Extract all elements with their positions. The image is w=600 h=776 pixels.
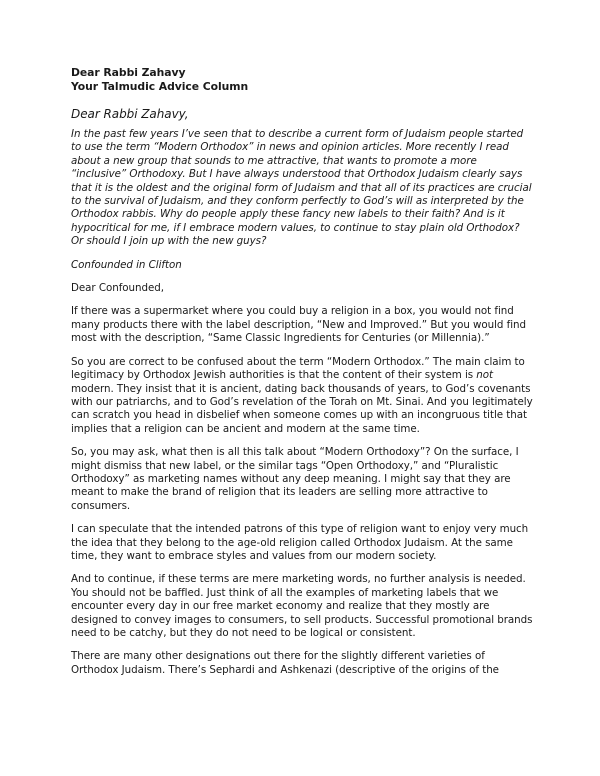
document-title-line-1: Dear Rabbi Zahavy [71, 66, 186, 79]
reply-paragraph-4: I can speculate that the intended patrons of this type of religion want to enjoy very much the idea that they belong to the age-old religion called Orthodox Judaism. At the same time, they want to embrace styles and values from our modern society. [71, 523, 529, 562]
reply-paragraph-2-part-a: So you are correct to be confused about the term “Modern Orthodox.” The main claim to legitimacy by Orthodox Jewish authorities is that the content of their system is [71, 355, 525, 382]
reply-paragraph-2 [71, 356, 533, 436]
letter-salutation: Dear Rabbi Zahavy, [71, 107, 189, 121]
letter-signoff: Confounded in Clifton [71, 258, 182, 271]
document-title-line-2: Your Talmudic Advice Column [71, 80, 249, 93]
reply-paragraph-5: And to continue, if these terms are mere marketing words, no further analysis is needed. You should not be baffled. Just think of all the examples of marketing labels that we encounter every day in our free market economy and realize that they mostly are designed to convey images to consumers, to sell products. Successful promotional brands need to be catchy, but they do not need to be logical or consistent. [71, 573, 533, 639]
reply-paragraph-6: There are many other designations out there for the slightly different varieties of Orthodox Judaism. There’s Sephardi and Ashkenazi (descriptive of the origins of the [71, 650, 499, 676]
document-page [71, 66, 533, 677]
reply-paragraph-3: So, you may ask, what then is all this talk about “Modern Orthodoxy”? On the surface, I might dismiss that new label, or the similar tags “Open Orthodoxy,” and “Pluralistic Orthodoxy” as marketing names without any deep meaning. I might say that they are meant to make the brand of religion that its leaders are selling more attractive to consumers. [71, 446, 519, 512]
reply-paragraph-2-part-b: modern. They insist that it is ancient, dating back thousands of years, to God’s covenants with our patriarchs, and to God’s revelation of the Torah on Mt. Sinai. And you legitimately can scratch you head in disbelief when someone comes up with an incongruous title that implies that a religion can be ancient and modern at the same time. [71, 382, 533, 435]
reply-paragraph-1: If there was a supermarket where you could buy a religion in a box, you would not find many products there with the label description, “New and Improved.” But you would find most with the description, “Same Classic Ingredients for Centuries (or Millennia).” [71, 305, 526, 345]
reply-greeting: Dear Confounded, [71, 282, 164, 295]
letter-body: In the past few years I’ve seen that to describe a current form of Judaism people started to use the term “Modern Orthodox” in news and opinion articles. More recently I read about a new group that sounds to me attractive, that wants to promote a more “inclusive” Orthodoxy. But I have always understood that Orthodox Judaism clearly says that it is the oldest and the original form of Judaism and that all of its practices are crucial to the survival of Judaism, and they conform perfectly to God’s will as interpreted by the Orthodox rabbis. Why do people apply these fancy new labels to their faith? And is it hypocritical for me, if I embrace modern values, to continue to stay plain old Orthodox? Or should I join up with the new guys? [71, 128, 532, 248]
reply-paragraph-2-emphasis: not [476, 369, 494, 382]
